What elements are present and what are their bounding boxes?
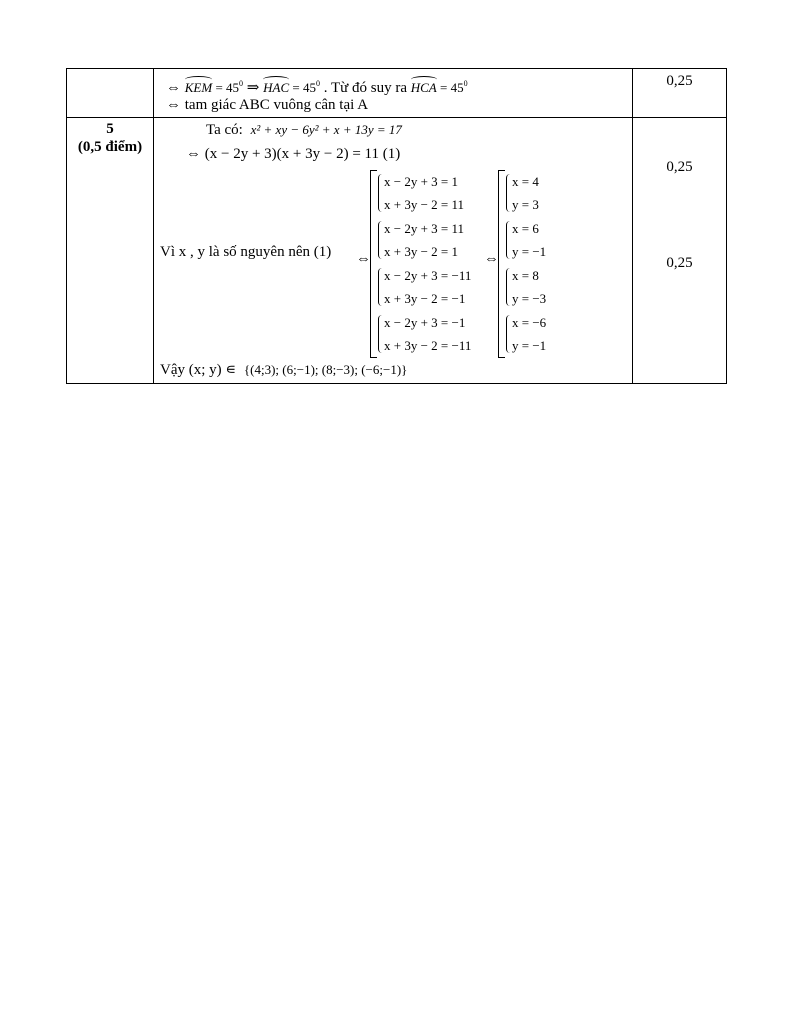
system-eq: x + 3y − 2 = −11	[384, 338, 472, 353]
equiv-symbol: ⇔	[356, 251, 371, 267]
angle-kem-value: = 45	[212, 80, 240, 95]
angle-hca: HCA	[410, 80, 437, 95]
degree-mark: 0	[463, 79, 468, 88]
degree-mark: 0	[315, 79, 320, 88]
solution-systems	[498, 170, 568, 358]
question-cell	[67, 118, 154, 384]
equation-text: x² + xy − 6y² + x + 13y = 17	[250, 122, 402, 137]
solution-x: x = 4	[512, 174, 539, 189]
table-row	[67, 69, 727, 118]
conclusion-label: Vậy (x; y) ∊	[160, 362, 237, 378]
system-1	[378, 170, 480, 216]
score-value: 0,25	[666, 255, 693, 271]
final-answer	[160, 361, 407, 379]
table-row	[67, 118, 727, 384]
system-3	[378, 264, 480, 310]
question-points: (0,5 điểm)	[77, 139, 143, 155]
degree-mark: 0	[239, 79, 244, 88]
score-value: 0,25	[666, 159, 693, 175]
solution-y: y = −3	[512, 291, 547, 306]
integer-reasoning: Vì x , y là số nguyên nên (1)	[160, 244, 332, 260]
solution-1	[506, 170, 568, 216]
solution-set: {(4;3); (6;−1); (8;−3); (−6;−1)}	[243, 362, 408, 377]
angle-line	[166, 75, 468, 97]
equiv-symbol: ⇔	[166, 80, 181, 96]
solution-y: y = 3	[512, 197, 539, 212]
solution-x: x = 8	[512, 268, 539, 283]
angle-kem: KEM	[184, 80, 213, 95]
question-number: 5	[106, 121, 114, 137]
solution-cell	[154, 118, 633, 384]
system-2	[378, 217, 480, 263]
solution-cell	[154, 69, 633, 118]
score-cell	[633, 69, 727, 118]
system-eq: x − 2y + 3 = 1	[384, 174, 458, 189]
solution-3	[506, 264, 568, 310]
system-eq: x − 2y + 3 = −1	[384, 315, 466, 330]
system-eq: x + 3y − 2 = 1	[384, 244, 458, 259]
solution-4	[506, 311, 568, 357]
ta-co-label: Ta có:	[206, 122, 243, 138]
triangle-conclusion: ⇔ tam giác ABC vuông cân tại A	[166, 97, 369, 113]
system-eq: x + 3y − 2 = −1	[384, 291, 466, 306]
solution-x: x = 6	[512, 221, 539, 236]
angle-hac: HAC	[263, 80, 290, 95]
angle-hca-value: = 45	[436, 80, 464, 95]
solution-y: y = −1	[512, 338, 547, 353]
factored-equation: ⇔ (x − 2y + 3)(x + 3y − 2) = 11 (1)	[186, 146, 401, 162]
solution-y: y = −1	[512, 244, 547, 259]
system-eq: x + 3y − 2 = 11	[384, 197, 465, 212]
system-eq: x − 2y + 3 = −11	[384, 268, 472, 283]
solution-2	[506, 217, 568, 263]
score-value: 0,25	[666, 73, 693, 89]
system-eq: x − 2y + 3 = 11	[384, 221, 465, 236]
system-4	[378, 311, 480, 357]
question-cell-empty	[67, 69, 154, 118]
angle-hac-value: = 45	[289, 80, 316, 95]
equiv-symbol: ⇔	[484, 251, 499, 267]
case-systems	[370, 170, 480, 358]
deduce-text: . Từ đó suy ra	[319, 80, 411, 96]
grading-table	[66, 68, 727, 384]
score-cell	[633, 118, 727, 384]
given-equation	[206, 121, 402, 139]
implies-symbol: ⇒	[243, 80, 264, 96]
solution-x: x = −6	[512, 315, 547, 330]
